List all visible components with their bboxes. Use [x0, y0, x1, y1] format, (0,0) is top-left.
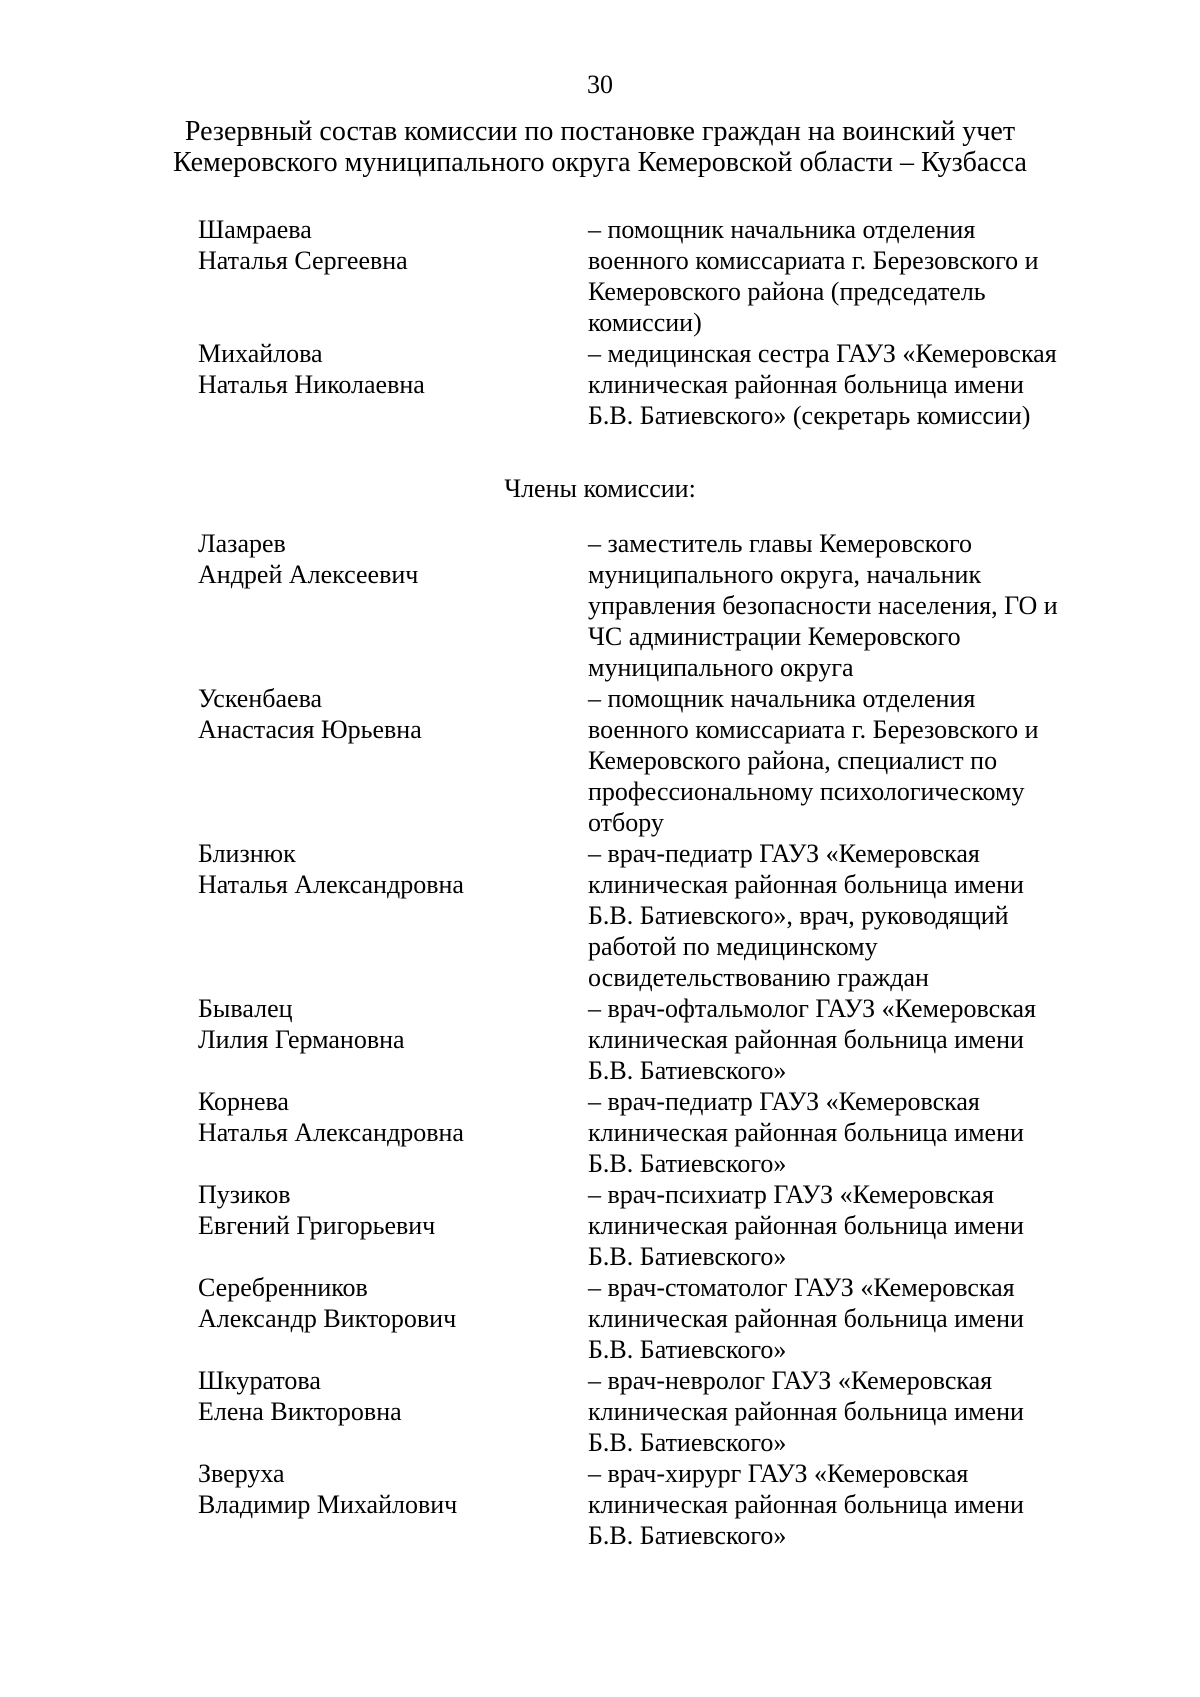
commission-entry [198, 838, 1118, 993]
role-line: Б.В. Батиевского» [588, 1242, 787, 1271]
person-name [198, 214, 588, 338]
person-given-names: Андрей Алексеевич [198, 560, 419, 589]
role-line: – врач-хирург ГАУЗ «Кемеровская [588, 1459, 969, 1488]
role-line: ЧС администрации Кемеровского [588, 622, 961, 651]
person-role [588, 214, 1118, 338]
person-surname: Зверуха [198, 1459, 285, 1488]
person-surname: Серебренников [198, 1273, 368, 1302]
role-line: – заместитель главы Кемеровского [588, 529, 972, 558]
role-line: Б.В. Батиевского» [588, 1521, 787, 1550]
role-line: клиническая районная больница имени [588, 1397, 1024, 1426]
person-given-names: Наталья Александровна [198, 1118, 464, 1147]
role-line: комиссии) [588, 308, 702, 337]
role-line: – врач-психиатр ГАУЗ «Кемеровская [588, 1180, 994, 1209]
person-name [198, 993, 588, 1086]
person-name [198, 838, 588, 993]
role-line: Кемеровского района, специалист по [588, 746, 998, 775]
role-line: работой по медицинскому [588, 932, 878, 961]
commission-entry [198, 1179, 1118, 1272]
role-line: муниципального округа [588, 653, 854, 682]
commission-entry [198, 214, 1118, 338]
person-role [588, 993, 1118, 1086]
document-title [0, 116, 1200, 178]
role-line: Б.В. Батиевского», врач, руководящий [588, 901, 1009, 930]
person-role [588, 528, 1118, 683]
person-role [588, 1086, 1118, 1179]
person-given-names: Анастасия Юрьевна [198, 715, 422, 744]
person-given-names: Елена Викторовна [198, 1397, 402, 1426]
commission-entry [198, 683, 1118, 838]
commission-entry [198, 1086, 1118, 1179]
commission-entry [198, 993, 1118, 1086]
commission-entry [198, 338, 1118, 431]
role-line: муниципального округа, начальник [588, 560, 982, 589]
commission-entry [198, 528, 1118, 683]
role-line: освидетельствованию граждан [588, 963, 929, 992]
role-line: – медицинская сестра ГАУЗ «Кемеровская [588, 339, 1057, 368]
person-name [198, 338, 588, 431]
commission-entry [198, 1365, 1118, 1458]
person-surname: Шамраева [198, 215, 312, 244]
role-line: – врач-педиатр ГАУЗ «Кемеровская [588, 839, 980, 868]
person-name [198, 683, 588, 838]
title-line-1: Резервный состав комиссии по постановке граждан на воинский учет [184, 116, 1016, 147]
person-name [198, 1272, 588, 1365]
person-role [588, 1458, 1118, 1551]
role-line: управления безопасности населения, ГО и [588, 591, 1058, 620]
person-given-names: Евгений Григорьевич [198, 1211, 436, 1240]
person-surname: Бывалец [198, 994, 293, 1023]
role-line: Кемеровского района (председатель [588, 277, 986, 306]
role-line: Б.В. Батиевского» [588, 1149, 787, 1178]
role-line: – врач-стоматолог ГАУЗ «Кемеровская [588, 1273, 1015, 1302]
person-surname: Михайлова [198, 339, 323, 368]
members-section [198, 528, 1118, 1551]
person-given-names: Наталья Александровна [198, 870, 464, 899]
person-name [198, 1179, 588, 1272]
role-line: клиническая районная больница имени [588, 370, 1024, 399]
role-line: – помощник начальника отделения [588, 684, 976, 713]
person-surname: Лазарев [198, 529, 286, 558]
role-line: клиническая районная больница имени [588, 1490, 1024, 1519]
role-line: профессиональному психологическому [588, 777, 1025, 806]
role-line: клиническая районная больница имени [588, 1025, 1024, 1054]
person-name [198, 1086, 588, 1179]
person-given-names: Лилия Германовна [198, 1025, 405, 1054]
role-line: Б.В. Батиевского» [588, 1056, 787, 1085]
role-line: – врач-невролог ГАУЗ «Кемеровская [588, 1366, 993, 1395]
person-surname: Шкуратова [198, 1366, 321, 1395]
role-line: Б.В. Батиевского» (секретарь комиссии) [588, 401, 1031, 430]
person-role [588, 1365, 1118, 1458]
person-surname: Пузиков [198, 1180, 291, 1209]
commission-entry [198, 1458, 1118, 1551]
person-surname: Корнева [198, 1087, 289, 1116]
role-line: Б.В. Батиевского» [588, 1428, 787, 1457]
person-name [198, 528, 588, 683]
role-line: военного комиссариата г. Березовского и [588, 715, 1039, 744]
person-given-names: Наталья Сергеевна [198, 246, 408, 275]
role-line: военного комиссариата г. Березовского и [588, 246, 1039, 275]
role-line: клиническая районная больница имени [588, 870, 1024, 899]
page-number: 30 [587, 70, 613, 99]
role-line: Б.В. Батиевского» [588, 1335, 787, 1364]
person-role [588, 683, 1118, 838]
person-role [588, 338, 1118, 431]
person-given-names: Наталья Николаевна [198, 370, 425, 399]
title-line-2: Кемеровского муниципального округа Кемеровской области – Кузбасса [173, 147, 1027, 178]
role-line: – помощник начальника отделения [588, 215, 976, 244]
role-line: – врач-педиатр ГАУЗ «Кемеровская [588, 1087, 980, 1116]
person-given-names: Александр Викторович [198, 1304, 457, 1333]
role-line: – врач-офтальмолог ГАУЗ «Кемеровская [588, 994, 1036, 1023]
person-role [588, 1179, 1118, 1272]
person-name [198, 1365, 588, 1458]
members-heading: Члены комиссии: [504, 474, 696, 503]
role-line: клиническая районная больница имени [588, 1211, 1024, 1240]
role-line: клиническая районная больница имени [588, 1118, 1024, 1147]
commission-entry [198, 1272, 1118, 1365]
leaders-section [198, 214, 1118, 431]
person-given-names: Владимир Михайлович [198, 1490, 458, 1519]
person-surname: Близнюк [198, 839, 296, 868]
person-role [588, 1272, 1118, 1365]
role-line: отбору [588, 808, 664, 837]
person-role [588, 838, 1118, 993]
person-name [198, 1458, 588, 1551]
person-surname: Ускенбаева [198, 684, 323, 713]
role-line: клиническая районная больница имени [588, 1304, 1024, 1333]
